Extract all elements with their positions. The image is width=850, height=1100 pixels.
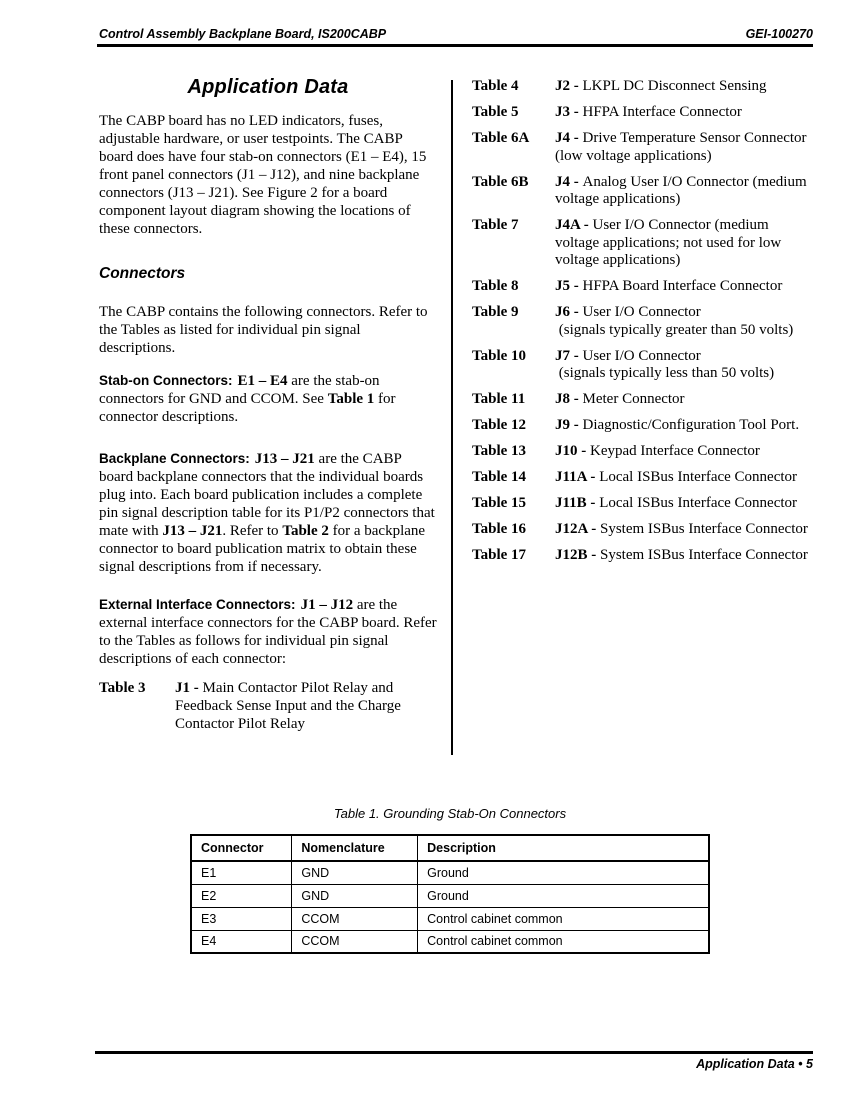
toc-entry-label: Table 6A (472, 130, 530, 146)
table-row (191, 861, 709, 884)
table-row (191, 930, 709, 953)
cell-connector: E1 (191, 861, 292, 884)
left-column (99, 45, 437, 733)
toc-entry (472, 495, 812, 513)
toc-entry-label: Table 13 (472, 443, 527, 459)
cell-description: Control cabinet common (418, 907, 709, 930)
footer-page-label: Application Data • 5 (696, 1057, 813, 1071)
table1-caption: Table 1. Grounding Stab-On Connectors (333, 806, 567, 821)
cell-nomenclature: GND (292, 861, 418, 884)
toc-entry (472, 348, 812, 383)
toc-entry-description: J3 - HFPA Interface Connector (555, 104, 742, 120)
toc-entry (472, 104, 812, 122)
column-header-nomenclature: Nomenclature (292, 835, 418, 861)
toc-entry-description: J4 - Analog User I/O Connector (medium voltage applications) (555, 173, 811, 207)
toc-entry (472, 443, 812, 461)
table-row (191, 907, 709, 930)
toc-entry (472, 417, 812, 435)
toc-entry (472, 174, 812, 209)
toc-entry-label: Table 3 (99, 680, 146, 696)
column-header-description: Description (418, 835, 709, 861)
cell-nomenclature: CCOM (292, 907, 418, 930)
column-divider (451, 80, 453, 755)
cell-connector: E2 (191, 884, 292, 907)
table-header-row (191, 835, 709, 861)
toc-entry-label: Table 12 (472, 417, 527, 433)
cell-connector: E4 (191, 930, 292, 953)
page-title: Application Data (187, 76, 349, 98)
connectors-intro-paragraph: The CABP contains the following connectors. Refer to the Tables as listed for individual pin signal descriptions. (99, 304, 428, 356)
toc-entry (472, 469, 812, 487)
toc-entry-label: Table 14 (472, 469, 527, 485)
toc-entry (472, 78, 812, 96)
toc-entry-description: J8 - Meter Connector (555, 391, 685, 407)
toc-entry (472, 130, 812, 165)
cell-description: Ground (418, 884, 709, 907)
footer-rule (95, 1051, 813, 1054)
toc-entry-description: J9 - Diagnostic/Configuration Tool Port. (555, 417, 800, 433)
toc-entry-label: Table 9 (472, 304, 519, 320)
toc-entry-description: J4A - User I/O Connector (medium voltage applications; not used for low voltage applications) (555, 217, 785, 268)
connectors-heading: Connectors (99, 265, 186, 282)
cell-nomenclature: CCOM (292, 930, 418, 953)
toc-entry-description: J12A - System ISBus Interface Connector (555, 521, 808, 537)
toc-entry-label: Table 8 (472, 278, 519, 294)
toc-entry (472, 304, 812, 339)
grounding-table-section (190, 806, 710, 954)
toc-entry-label: Table 16 (472, 521, 527, 537)
grounding-connectors-table (190, 834, 710, 954)
toc-entry (472, 217, 812, 270)
toc-entry-description: J11B - Local ISBus Interface Connector (555, 495, 798, 511)
toc-entry-label: Table 17 (472, 547, 527, 563)
toc-entry-description: J4 - Drive Temperature Sensor Connector (low voltage applications) (555, 130, 811, 164)
header-title: Control Assembly Backplane Board, IS200CABP (99, 27, 387, 41)
column-header-connector: Connector (191, 835, 292, 861)
toc-entry-description: J5 - HFPA Board Interface Connector (555, 278, 783, 294)
toc-entry (472, 278, 812, 296)
toc-entry-description: J2 - LKPL DC Disconnect Sensing (555, 78, 767, 94)
toc-entry-description: J6 - User I/O Connector (signals typically greater than 50 volts) (555, 304, 794, 338)
toc-entry-label: Table 11 (472, 391, 526, 407)
cell-connector: E3 (191, 907, 292, 930)
toc-entry (472, 521, 812, 539)
header-doc-number: GEI-100270 (745, 27, 813, 41)
cell-description: Control cabinet common (418, 930, 709, 953)
toc-entry-table3 (99, 679, 437, 733)
toc-entry (472, 547, 812, 565)
toc-entry-description: J12B - System ISBus Interface Connector (555, 547, 808, 563)
stab-on-paragraph: Stab-on Connectors: E1 – E4 are the stab-on connectors for GND and CCOM. See Table 1 for connector descriptions. (99, 373, 396, 425)
toc-entry-description: J11A - Local ISBus Interface Connector (555, 469, 798, 485)
backplane-paragraph: Backplane Connectors: J13 – J21 are the CABP board backplane connectors that the individual boards plug into. Each board publication includes a complete pin signal description table for its P1/P2 connectors that mate with J13 – J21. Refer to Table 2 for a backplane connector to board publication matrix to obtain these signal descriptions from if necessary. (99, 451, 435, 575)
right-column (472, 45, 812, 573)
toc-entry (472, 391, 812, 409)
toc-entry-label: Table 15 (472, 495, 527, 511)
toc-entry-label: Table 7 (472, 217, 519, 233)
intro-paragraph: The CABP board has no LED indicators, fuses, adjustable hardware, or user testpoints. The CABP board does have four stab-on connectors (E1 – E4), 15 front panel connectors (J1 – J12), and nine backplane connectors (J13 – J21). See Figure 2 for a board component layout diagram showing the locations of these connectors. (99, 113, 427, 237)
toc-entry-label: Table 6B (472, 173, 529, 190)
toc-entry-label: Table 10 (472, 347, 527, 364)
toc-entry-description: J7 - User I/O Connector (signals typically less than 50 volts) (555, 347, 775, 381)
external-paragraph: External Interface Connectors: J1 – J12 are the external interface connectors for the CABP board. Refer to the Tables as follows for individual pin signal descriptions of each connector: (99, 597, 437, 667)
toc-entry-description: J10 - Keypad Interface Connector (555, 443, 760, 459)
toc-entry-description: J1 - Main Contactor Pilot Relay and Feedback Sense Input and the Charge Contactor Pilot Relay (175, 680, 401, 732)
cell-nomenclature: GND (292, 884, 418, 907)
toc-entry-label: Table 5 (472, 104, 519, 120)
cell-description: Ground (418, 861, 709, 884)
table-row (191, 884, 709, 907)
toc-entry-label: Table 4 (472, 78, 519, 94)
